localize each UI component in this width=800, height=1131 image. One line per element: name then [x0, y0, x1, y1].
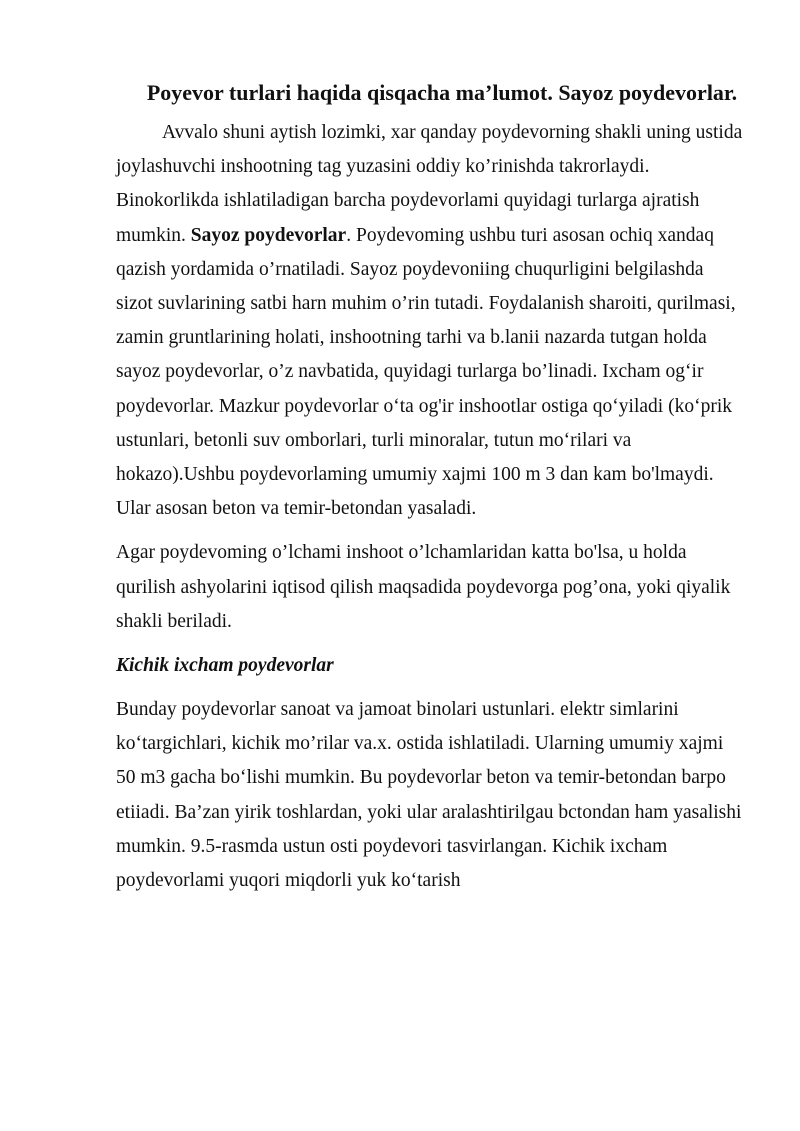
paragraph-3: Bunday poydevorlar sanoat va jamoat binolari ustunlari. elektr simlarini ko‘targichlari, kichik mo’rilar va.x. ostida ishlatiladi. Ularning umumiy xajmi 50 m3 gacha bo‘lishi mumkin. Bu poydevorlar beton va temir-betondan barpo etiiadi. Ba’zan yirik toshlardan, yoki ular aralashtirilgau bctondan ham yasalishi mumkin. 9.5-rasmda ustun osti poydevori tasvirlangan. Kichik ixcham poydevorlami yuqori miqdorli yuk ko‘tarish: [116, 699, 742, 892]
intro-paragraph: [116, 116, 744, 526]
subheading: Kichik ixcham poydevorlar: [116, 655, 334, 677]
intro-text-part1: Avvalo shuni aytish lozimki, xar qanday poydevorning shakli uning ustida joylashuvchi inshootning tag yuzasini oddiy ko’rinishda takrorlaydi. Binokorlikda ishlatiladigan barcha poydevorlami quyidagi turlarga ajratish mumkin.: [116, 122, 743, 246]
intro-bold-term: Sayoz poydevorlar: [190, 224, 347, 246]
document-title: Poyevor turlari haqida qisqacha ma’lumot. Sayoz poydevorlar.: [146, 80, 738, 105]
intro-text-part2: . Poydevoming ushbu turi asosan ochiq xandaq qazish yordamida o’rnatiladi. Sayoz poydevoniing chuqurligini belgilashda sizot suvlarining satbi harn muhim o’rin tutadi. Foydalanish sharoiti, qurilmasi, zamin gruntlarining holati, inshootning tarhi va b.lanii nazarda tutgan holda sayoz poydevorlar, o’z navbatida, quyidagi turlarga bo’linadi. Ixcham og‘ir poydevorlar. Mazkur poydevorlar o‘ta og'ir inshootlar ostiga qo‘yiladi (ko‘prik ustunlari, betonli suv omborlari, turli minoralar, tutun mo‘rilari va hokazo).Ushbu poydevorlaming umumiy xajmi 100 m 3 dan kam bo'lmaydi. Ular asosan beton va temir-betondan yasaladi.: [116, 224, 736, 520]
paragraph-2: Agar poydevoming o’lchami inshoot o’lchamlaridan katta bo'lsa, u holda qurilish ashyolarini iqtisod qilish maqsadida poydevorga pog’ona, yoki qiyalik shakli beriladi.: [116, 542, 731, 632]
